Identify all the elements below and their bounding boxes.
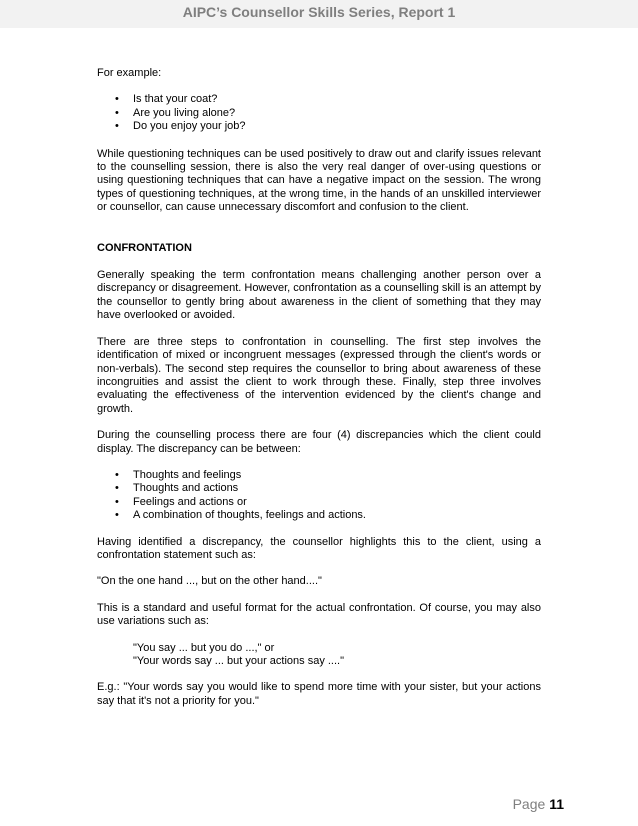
page-number: 11 — [549, 796, 564, 812]
intro-text: For example: — [97, 67, 162, 79]
page-label: Page — [512, 796, 546, 812]
variation-line: "You say ... but you do ...," or — [133, 641, 275, 654]
paragraph-discrepancies: During the counselling process there are four (4) discrepancies which the client could display. The discrepancy can be between: — [97, 429, 541, 455]
bullet-icon: • — [115, 93, 119, 106]
list-item: • Thoughts and feelings — [115, 468, 242, 481]
quote-text: "On the one hand ..., but on the other hand...." — [97, 575, 322, 588]
bullet-icon: • — [115, 482, 119, 495]
list-item: • A combination of thoughts, feelings and actions. — [115, 509, 366, 522]
examples-list — [97, 93, 541, 133]
list-item: • Are you living alone? — [115, 106, 236, 119]
bullet-icon: • — [115, 495, 119, 508]
paragraph-example: E.g.: "Your words say you would like to spend more time with your sister, but your actions say that it's not a priority for you." — [97, 681, 541, 707]
paragraph-steps: There are three steps to confrontation in counselling. The first step involves the identification of mixed or incongruent messages (expressed through the client's words or non-verbals). The second step requires the counsellor to bring about awareness of these incongruities and assist the client to work through these. Finally, step three involves evaluating the effectiveness of the intervention evidenced by the client's change and growth. — [97, 335, 541, 415]
list-item: • Is that your coat? — [115, 93, 218, 106]
paragraph-definition: Generally speaking the term confrontation means challenging another person over a discrepancy or disagreement. However, confrontation as a counselling skill is an attempt by the counsellor to gently bring about awareness in the client of something that they may have overlooked or avoided. — [97, 269, 541, 322]
list-item: • Feelings and actions or — [115, 495, 247, 508]
paragraph-format: This is a standard and useful format for the actual confrontation. Of course, you may also use variations such as: — [97, 601, 541, 628]
list-item: • Do you enjoy your job? — [115, 120, 246, 133]
page-footer — [513, 796, 564, 812]
page-content — [97, 67, 541, 708]
paragraph-statement: Having identified a discrepancy, the counsellor highlights this to the client, using a confrontation statement such as: — [97, 535, 541, 561]
variation-line: "Your words say ... but your actions say ...." — [133, 655, 344, 667]
header-title: AIPC’s Counsellor Skills Series, Report 1 — [182, 4, 456, 20]
bullet-icon: • — [115, 106, 119, 119]
bullet-icon: • — [115, 468, 119, 481]
variations-block — [97, 642, 541, 669]
running-header — [0, 0, 638, 28]
bullet-icon: • — [115, 120, 119, 133]
discrepancies-list — [97, 469, 541, 523]
section-heading: CONFRONTATION — [97, 241, 192, 254]
list-item: • Thoughts and actions — [115, 482, 239, 495]
paragraph-questioning: While questioning techniques can be used positively to draw out and clarify issues relevant to the counselling session, there is also the very real danger of over-using questions or using questioning techniques that can have a negative impact on the session. The wrong types of questioning techniques, at the wrong time, in the hands of an unskilled interviewer or counsellor, can cause unnecessary discomfort and confusion to the client. — [97, 147, 541, 214]
bullet-icon: • — [115, 509, 119, 522]
